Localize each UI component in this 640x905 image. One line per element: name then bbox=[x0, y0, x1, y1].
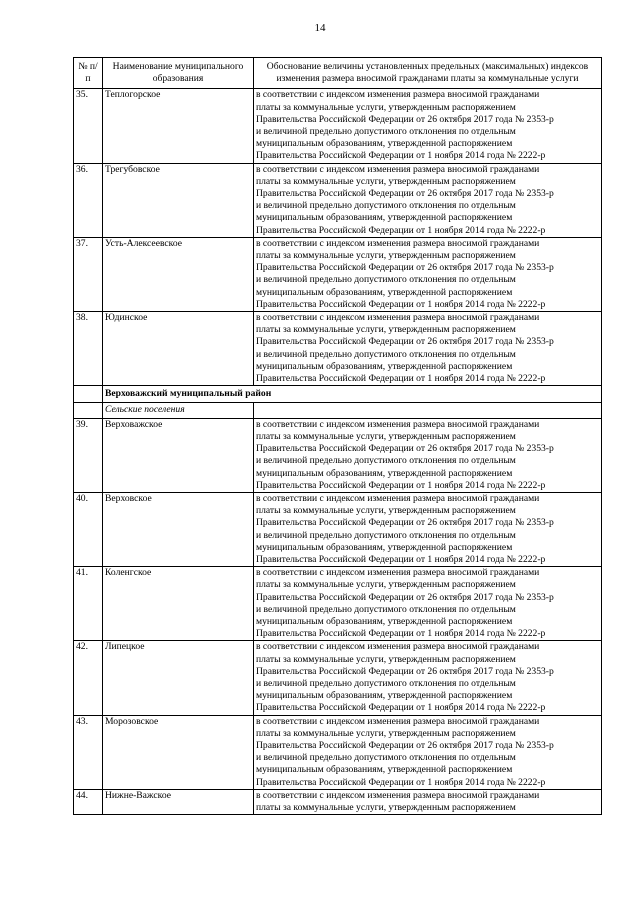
municipality-name: Коленгское bbox=[103, 567, 254, 641]
justification-text bbox=[254, 89, 602, 163]
justification-line: платы за коммунальные услуги, утвержденным распоряжением bbox=[256, 505, 516, 517]
justification-text bbox=[254, 237, 602, 311]
justification-line: Правительства Российской Федерации от 1 ноября 2014 года № 2222-р bbox=[256, 628, 546, 640]
justification-line: и величиной предельно допустимого отклонения по отдельным bbox=[256, 455, 516, 467]
justification-text bbox=[254, 789, 602, 814]
justification-text bbox=[254, 715, 602, 789]
row-number: 38. bbox=[74, 312, 103, 386]
header-num: № п/п bbox=[74, 58, 103, 89]
header-row bbox=[74, 58, 602, 89]
municipality-name: Трегубовское bbox=[103, 163, 254, 237]
justification-line: в соответствии с индексом изменения размера вносимой гражданами bbox=[256, 163, 540, 175]
justification-line: Правительства Российской Федерации от 1 ноября 2014 года № 2222-р bbox=[256, 479, 546, 491]
justification-line: муниципальным образованиям, утвержденной распоряжением bbox=[256, 690, 513, 702]
justification-line: Правительства Российской Федерации от 1 ноября 2014 года № 2222-р bbox=[256, 702, 546, 714]
subsection-row bbox=[74, 403, 602, 418]
justification-line: платы за коммунальные услуги, утвержденным распоряжением bbox=[256, 579, 516, 591]
municipality-name: Юдинское bbox=[103, 312, 254, 386]
row-number: 42. bbox=[74, 641, 103, 715]
justification-line: и величиной предельно допустимого отклонения по отдельным bbox=[256, 603, 516, 615]
justification-line: в соответствии с индексом изменения размера вносимой гражданами bbox=[256, 89, 540, 101]
justification-line: Правительства Российской Федерации от 1 ноября 2014 года № 2222-р bbox=[256, 224, 546, 236]
justification-line: в соответствии с индексом изменения размера вносимой гражданами bbox=[256, 312, 540, 324]
justification-line: в соответствии с индексом изменения размера вносимой гражданами bbox=[256, 567, 540, 579]
justification-line: муниципальным образованиям, утвержденной распоряжением bbox=[256, 286, 513, 298]
justification-line: платы за коммунальные услуги, утвержденным распоряжением bbox=[256, 175, 516, 187]
subsection-title: Сельские поселения bbox=[103, 403, 254, 418]
municipality-name: Верховское bbox=[103, 492, 254, 566]
table-row bbox=[74, 163, 602, 237]
justification-line: муниципальным образованиям, утвержденной распоряжением bbox=[256, 212, 513, 224]
justification-line: Правительства Российской Федерации от 26 октября 2017 года № 2353-р bbox=[256, 336, 554, 348]
justification-text bbox=[254, 418, 602, 492]
justification-line: и величиной предельно допустимого отклонения по отдельным bbox=[256, 200, 516, 212]
justification-line: Правительства Российской Федерации от 1 ноября 2014 года № 2222-р bbox=[256, 776, 546, 788]
justification-line: платы за коммунальные услуги, утвержденным распоряжением bbox=[256, 801, 516, 813]
table-row bbox=[74, 789, 602, 814]
justification-line: и величиной предельно допустимого отклонения по отдельным bbox=[256, 126, 516, 138]
municipality-name: Морозовское bbox=[103, 715, 254, 789]
justification-line: в соответствии с индексом изменения размера вносимой гражданами bbox=[256, 789, 540, 801]
row-number: 43. bbox=[74, 715, 103, 789]
table-row bbox=[74, 567, 602, 641]
justification-text bbox=[254, 492, 602, 566]
justification-line: Правительства Российской Федерации от 26 октября 2017 года № 2353-р bbox=[256, 739, 554, 751]
justification-text bbox=[254, 641, 602, 715]
justification-line: Правительства Российской Федерации от 1 ноября 2014 года № 2222-р bbox=[256, 553, 546, 565]
justification-text bbox=[254, 312, 602, 386]
justification-line: Правительства Российской Федерации от 26 октября 2017 года № 2353-р bbox=[256, 113, 554, 125]
empty-justification-cell bbox=[254, 403, 602, 418]
table-row bbox=[74, 492, 602, 566]
section-row bbox=[74, 386, 602, 403]
row-number: 37. bbox=[74, 237, 103, 311]
justification-line: в соответствии с индексом изменения размера вносимой гражданами bbox=[256, 492, 540, 504]
section-title: Верховажский муниципальный район bbox=[103, 386, 602, 403]
table-row bbox=[74, 312, 602, 386]
justification-line: Правительства Российской Федерации от 26 октября 2017 года № 2353-р bbox=[256, 443, 554, 455]
justification-line: муниципальным образованиям, утвержденной распоряжением bbox=[256, 467, 513, 479]
justification-line: платы за коммунальные услуги, утвержденным распоряжением bbox=[256, 653, 516, 665]
empty-num-cell bbox=[74, 386, 103, 403]
table-body bbox=[74, 89, 602, 815]
table-row bbox=[74, 237, 602, 311]
justification-line: в соответствии с индексом изменения размера вносимой гражданами bbox=[256, 237, 540, 249]
justification-line: муниципальным образованиям, утвержденной распоряжением bbox=[256, 138, 513, 150]
table-row bbox=[74, 715, 602, 789]
justification-line: и величиной предельно допустимого отклонения по отдельным bbox=[256, 348, 516, 360]
row-number: 41. bbox=[74, 567, 103, 641]
municipality-name: Верховажское bbox=[103, 418, 254, 492]
municipality-name: Нижне-Важское bbox=[103, 789, 254, 814]
justification-line: платы за коммунальные услуги, утвержденным распоряжением bbox=[256, 250, 516, 262]
page-number: 14 bbox=[314, 22, 326, 34]
justification-text bbox=[254, 567, 602, 641]
justification-line: платы за коммунальные услуги, утвержденным распоряжением bbox=[256, 727, 516, 739]
table-header bbox=[74, 58, 602, 89]
justification-line: Правительства Российской Федерации от 26 октября 2017 года № 2353-р bbox=[256, 517, 554, 529]
municipality-name: Усть-Алексеевское bbox=[103, 237, 254, 311]
table-row bbox=[74, 641, 602, 715]
municipality-name: Теплогорское bbox=[103, 89, 254, 163]
justification-line: и величиной предельно допустимого отклонения по отдельным bbox=[256, 274, 516, 286]
justification-line: в соответствии с индексом изменения размера вносимой гражданами bbox=[256, 641, 540, 653]
justification-line: муниципальным образованиям, утвержденной распоряжением bbox=[256, 764, 513, 776]
justification-line: и величиной предельно допустимого отклонения по отдельным bbox=[256, 529, 516, 541]
row-number: 35. bbox=[74, 89, 103, 163]
table-row bbox=[74, 89, 602, 163]
row-number: 39. bbox=[74, 418, 103, 492]
header-justification: Обоснование величины установленных предельных (максимальных) индексов изменения размера вносимой гражданами платы за коммунальные услуги bbox=[254, 58, 602, 89]
table-row bbox=[74, 418, 602, 492]
header-name: Наименование муниципального образования bbox=[103, 58, 254, 89]
justification-text bbox=[254, 163, 602, 237]
row-number: 40. bbox=[74, 492, 103, 566]
empty-num-cell bbox=[74, 403, 103, 418]
justification-line: Правительства Российской Федерации от 26 октября 2017 года № 2353-р bbox=[256, 665, 554, 677]
justification-line: Правительства Российской Федерации от 26 октября 2017 года № 2353-р bbox=[256, 188, 554, 200]
row-number: 44. bbox=[74, 789, 103, 814]
municipality-name: Липецкое bbox=[103, 641, 254, 715]
justification-line: и величиной предельно допустимого отклонения по отдельным bbox=[256, 677, 516, 689]
justification-line: муниципальным образованиям, утвержденной распоряжением bbox=[256, 360, 513, 372]
justification-line: платы за коммунальные услуги, утвержденным распоряжением bbox=[256, 430, 516, 442]
justification-line: Правительства Российской Федерации от 26 октября 2017 года № 2353-р bbox=[256, 591, 554, 603]
justification-line: муниципальным образованиям, утвержденной распоряжением bbox=[256, 541, 513, 553]
justification-line: платы за коммунальные услуги, утвержденным распоряжением bbox=[256, 101, 516, 113]
justification-line: и величиной предельно допустимого отклонения по отдельным bbox=[256, 752, 516, 764]
justification-line: Правительства Российской Федерации от 1 ноября 2014 года № 2222-р bbox=[256, 373, 546, 385]
justification-line: платы за коммунальные услуги, утвержденным распоряжением bbox=[256, 324, 516, 336]
justification-line: Правительства Российской Федерации от 1 ноября 2014 года № 2222-р bbox=[256, 150, 546, 162]
justification-line: муниципальным образованиям, утвержденной распоряжением bbox=[256, 615, 513, 627]
justification-line: Правительства Российской Федерации от 26 октября 2017 года № 2353-р bbox=[256, 262, 554, 274]
justification-line: в соответствии с индексом изменения размера вносимой гражданами bbox=[256, 418, 540, 430]
justification-line: Правительства Российской Федерации от 1 ноября 2014 года № 2222-р bbox=[256, 298, 546, 310]
municipal-index-table bbox=[73, 57, 602, 815]
justification-line: в соответствии с индексом изменения размера вносимой гражданами bbox=[256, 715, 540, 727]
row-number: 36. bbox=[74, 163, 103, 237]
